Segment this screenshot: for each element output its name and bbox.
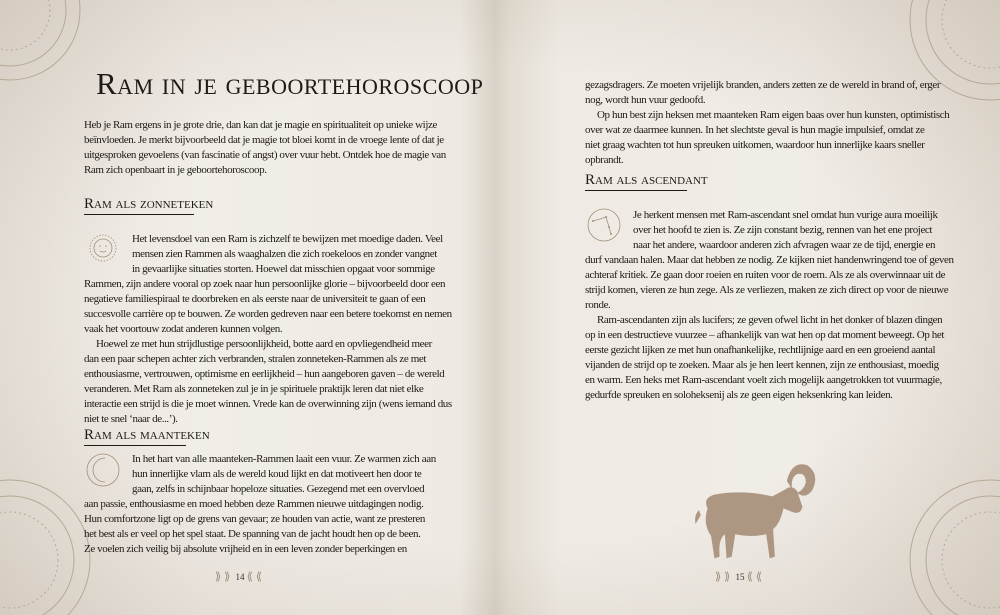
text-line: niet te snel ‘naar de...’). bbox=[84, 413, 178, 425]
text-line: Heb je Ram ergens in je grote drie, dan kan dat je magie en spiritualiteit op unieke wijze bbox=[84, 119, 437, 131]
page-number: 15 bbox=[735, 572, 745, 582]
text-line: Hoewel ze met hun strijdlustige persoonlijkheid, botte aard en opvliegendheid meer bbox=[96, 338, 432, 350]
maanteken-paragraph-2 bbox=[585, 108, 949, 168]
text-line: mensen zien Rammen als waaghalzen die zich roekeloos en zonder vangnet bbox=[132, 248, 437, 260]
continued-paragraph bbox=[585, 78, 940, 108]
text-line: strijd komen, vieren ze hun zege. Als ze verliezen, maken ze zich direct op voor de nieuwe bbox=[585, 284, 949, 296]
text-line: Ze voelen zich veilig bij absolute vrijheid en in een leven zonder beperkingen en bbox=[84, 543, 407, 555]
intro-paragraph bbox=[84, 118, 446, 178]
text-line: Rammen, zijn andere vooral op zoek naar hun persoonlijke glorie – bijvoorbeeld door een bbox=[84, 278, 446, 290]
section-heading-maanteken: Ram als maanteken bbox=[84, 427, 186, 446]
text-line: Je herkent mensen met Ram-ascendant snel omdat hun vurige aura moeilijk bbox=[633, 209, 938, 221]
section-heading-ascendant: Ram als ascendant bbox=[585, 172, 687, 191]
text-line: veranderen. Met Ram als zonneteken zul je in je spirituele praktijk leren dat niet elke bbox=[84, 383, 424, 395]
text-line: Ram-ascendanten zijn als lucifers; ze geven ofwel licht in het donker of blazen dingen bbox=[597, 314, 943, 326]
text-line: gaan, zelfs in schijnbaar hopeloze situaties. Gezegend met een overvloed bbox=[132, 483, 425, 495]
text-line: op in een destructieve vuurzee – afhankelijk van wat hen op dat moment beweegt. Op het bbox=[585, 329, 945, 341]
zonneteken-paragraph-2 bbox=[84, 337, 452, 427]
zonneteken-paragraph-1 bbox=[84, 232, 452, 337]
text-line: gedurfde spreuken en soloheksenij als ze geen eigen heksenkring kan leiden. bbox=[585, 389, 893, 401]
laurel-ornament-icon: ⟫⟫ bbox=[215, 571, 234, 583]
maanteken-paragraph-1 bbox=[84, 452, 436, 557]
text-line: eerste gezicht lijken ze met hun onafhankelijke, rechtlijnige aard en een groeiend aantal bbox=[585, 344, 936, 356]
text-line: niet graag wachten tot hun spreuken uitkomen, waardoor hun innerlijke kaars sneller bbox=[585, 139, 925, 151]
ascendant-paragraph-1 bbox=[585, 208, 954, 313]
text-line: In het hart van alle maanteken-Rammen laait een vuur. Ze warmen zich aan bbox=[132, 453, 436, 465]
text-line: succesvolle carrière op te bouwen. Ze worden gedreven naar een betere toekomst en nemen bbox=[84, 308, 452, 320]
text-line: interactie een strijd is die je moet winnen. Vrede kan de overwinning zijn (wens iemand dus bbox=[84, 398, 452, 410]
text-line: over wat ze daarmee kunnen. In het slechtste geval is hun magie impulsief, omdat ze bbox=[585, 124, 925, 136]
text-line: gezagsdragers. Ze moeten vrijelijk branden, anders zetten ze de wereld in brand of, erger bbox=[585, 79, 941, 91]
text-line: aan passie, enthousiasme en moed hebben deze Rammen nieuwe uitdagingen nodig. bbox=[84, 498, 424, 510]
text-line: enthousiasme, vertrouwen, optimisme en eerlijkheid – hun aangeboren gaven – de wereld bbox=[84, 368, 445, 380]
text-line: vijanden de strijd op te zoeken. Maar als je hen leert kennen, zijn ze enthousiast, moedig bbox=[585, 359, 939, 371]
text-line: Het levensdoel van een Ram is zichzelf te bewijzen met moedige daden. Veel bbox=[132, 233, 443, 245]
text-line: vaak het voortouw zodat anderen kunnen volgen. bbox=[84, 323, 283, 335]
text-line: Ram zich openbaart in je geboortehoroscoop. bbox=[84, 164, 267, 176]
text-line: durf vandaan halen. Maar dat hebben ze nodig. Ze kijken niet handenwringend toe of geven bbox=[585, 254, 954, 266]
page-title: Ram in je geboortehoroscoop bbox=[96, 66, 484, 101]
text-line: opbrandt. bbox=[585, 154, 624, 166]
text-line: beïnvloeden. Je merkt bijvoorbeeld dat je magie tot bloei komt in de vroege lente of dat je bbox=[84, 134, 444, 146]
text-line: het best als er veel op het spel staat. De spanning van de jacht houdt hen op de been. bbox=[84, 528, 421, 540]
text-line: en warm. Een heks met Ram-ascendant voelt zich mogelijk aangetrokken tot vuurmagie, bbox=[585, 374, 942, 386]
text-line: in gevaarlijke situaties storten. Hoewel dat misschien opgaat voor sommige bbox=[132, 263, 435, 275]
ascendant-paragraph-2 bbox=[585, 313, 944, 403]
ram-illustration bbox=[680, 455, 830, 567]
text-line: naar het andere, waardoor anderen zich afvragen waar ze de tijd, energie en bbox=[633, 239, 936, 251]
laurel-ornament-icon: ⟫⟫ bbox=[715, 571, 734, 583]
text-line: dan een paar schepen achter zich verbranden, stralen zonneteken-Rammen als ze met bbox=[84, 353, 427, 365]
right-page bbox=[500, 0, 1000, 615]
text-line: over het hoofd te zien is. Ze zijn constant bezig, rennen van het ene project bbox=[633, 224, 933, 236]
page-number-right bbox=[700, 570, 780, 583]
text-line: nog, wordt hun vuur gedoofd. bbox=[585, 94, 706, 106]
text-line: ronde. bbox=[585, 299, 611, 311]
section-heading-zonneteken: Ram als zonneteken bbox=[84, 196, 194, 215]
text-line: Op hun best zijn heksen met maanteken Ram eigen baas over hun kunsten, optimistisch bbox=[597, 109, 950, 121]
text-line: uitgesproken gevoelens (van fascinatie of angst) over vuur hebt. Ontdek hoe de magie van bbox=[84, 149, 446, 161]
text-line: Hun comfortzone ligt op de grens van gevaar; ze houden van actie, want ze presteren bbox=[84, 513, 425, 525]
laurel-ornament-icon: ⟪⟪ bbox=[746, 571, 765, 583]
page-number-left bbox=[200, 570, 280, 583]
laurel-ornament-icon: ⟪⟪ bbox=[246, 571, 265, 583]
text-line: achteraf kritiek. Ze gaan door roeien en ruiten voor de roem. Als ze als overwinnaar uit de bbox=[585, 269, 946, 281]
text-line: negatieve familiespiraal te doorbreken en als eerste naar de universiteit te gaan of een bbox=[84, 293, 426, 305]
text-line: hun innerlijke vlam als de wereld koud lijkt en dat motiveert hen door te bbox=[132, 468, 422, 480]
page-number: 14 bbox=[235, 572, 245, 582]
